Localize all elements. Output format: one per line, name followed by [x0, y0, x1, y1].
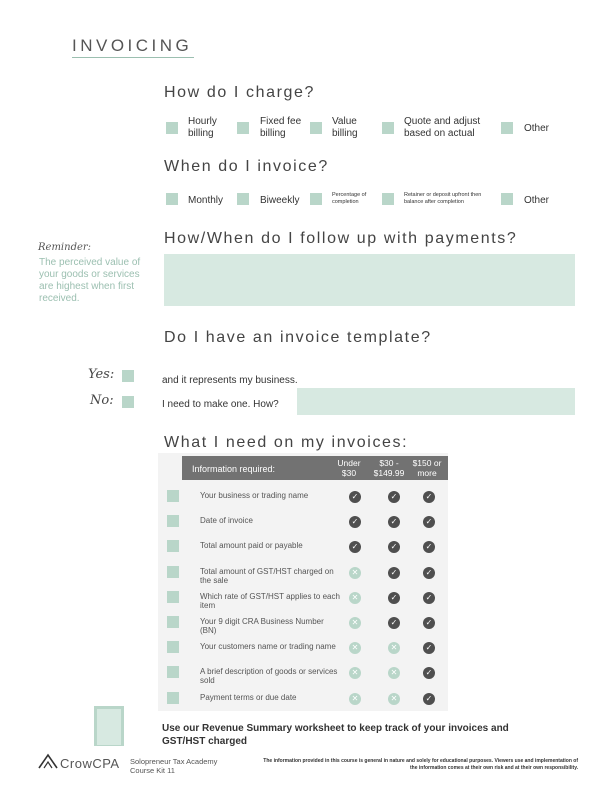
check-icon: ✓ — [388, 541, 400, 553]
check-icon: ✓ — [349, 491, 361, 503]
requirement-item: Total amount of GST/HST charged on the sale — [200, 567, 334, 585]
check-icon: ✓ — [423, 693, 435, 705]
requirement-checkbox[interactable] — [167, 566, 179, 578]
charge-option-quote: Quote and adjust based on actual — [404, 116, 481, 139]
follow-up-heading: How/When do I follow up with payments? — [164, 230, 518, 247]
cross-icon: ✕ — [349, 642, 361, 654]
cross-icon: ✕ — [349, 693, 361, 705]
requirement-item: Payment terms or due date — [200, 693, 297, 702]
cross-icon: ✕ — [349, 592, 361, 604]
timing-option-percentage: Percentage of completion — [332, 192, 367, 205]
check-icon: ✓ — [388, 567, 400, 579]
check-icon: ✓ — [388, 516, 400, 528]
requirement-item: Date of invoice — [200, 516, 253, 525]
template-no-text: I need to make one. How? — [162, 399, 279, 410]
disclaimer: The information provided in this course is general in nature and solely for educational purposes. Viewers use and implementation of the information comes at their own risk and at their own responsibility. — [263, 758, 578, 771]
cross-icon: ✕ — [349, 617, 361, 629]
requirements-column-header: Information required: — [192, 464, 276, 474]
charge-checkbox-value[interactable] — [310, 122, 322, 134]
template-yes-checkbox[interactable] — [122, 370, 134, 382]
requirements-table-header — [182, 456, 448, 480]
requirement-item: Total amount paid or payable — [200, 541, 303, 550]
requirements-heading: What I need on my invoices: — [164, 434, 409, 451]
title-underline — [72, 57, 194, 58]
check-icon: ✓ — [423, 491, 435, 503]
timing-checkbox-biweekly[interactable] — [237, 193, 249, 205]
yes-label: Yes: — [88, 367, 115, 382]
check-icon: ✓ — [388, 491, 400, 503]
requirement-item: Your 9 digit CRA Business Number (BN) — [200, 617, 324, 635]
requirement-item: Your business or trading name — [200, 491, 309, 500]
timing-option-biweekly: Biweekly — [260, 195, 300, 206]
course-info — [130, 757, 217, 775]
requirement-checkbox[interactable] — [167, 490, 179, 502]
requirement-item: A brief description of goods or services sold — [200, 667, 338, 685]
timing-option-other: Other — [524, 195, 550, 206]
timing-option-retainer: Retainer or deposit upfront then balance after completion — [404, 192, 482, 205]
requirement-item: Which rate of GST/HST applies to each item — [200, 592, 340, 610]
tier-30-149: $30 - $149.99 — [373, 458, 405, 478]
charge-option-value: Value billing — [332, 116, 358, 139]
charge-checkbox-other[interactable] — [501, 122, 513, 134]
charge-heading: How do I charge? — [164, 84, 316, 101]
footer-accent-inner — [97, 709, 121, 745]
footer-note: Use our Revenue Summary worksheet to keep track of your invoices and GST/HST charged — [162, 723, 509, 747]
template-no-checkbox[interactable] — [122, 396, 134, 408]
requirement-checkbox[interactable] — [167, 540, 179, 552]
check-icon: ✓ — [423, 567, 435, 579]
charge-option-fixed: Fixed fee billing — [260, 116, 302, 139]
invoice-timing-heading: When do I invoice? — [164, 158, 329, 175]
template-yes-text: and it represents my business. — [162, 375, 298, 386]
course-line-2: Course Kit 11 — [130, 766, 175, 775]
brand-name: CrowCPA — [60, 756, 120, 771]
reminder-text: The perceived value of your goods or services are highest when first received. — [39, 257, 141, 304]
template-how-field[interactable] — [297, 388, 575, 415]
check-icon: ✓ — [388, 617, 400, 629]
requirement-checkbox[interactable] — [167, 591, 179, 603]
reminder-heading: Reminder: — [38, 242, 92, 253]
cross-icon: ✕ — [349, 567, 361, 579]
check-icon: ✓ — [423, 541, 435, 553]
cross-icon: ✕ — [388, 642, 400, 654]
charge-option-other: Other — [524, 123, 550, 134]
requirement-item: Your customers name or trading name — [200, 642, 336, 651]
requirement-checkbox[interactable] — [167, 692, 179, 704]
tier-150-plus: $150 or more — [412, 458, 442, 478]
timing-checkbox-retainer[interactable] — [382, 193, 394, 205]
follow-up-answer-field[interactable] — [164, 254, 575, 306]
check-icon: ✓ — [423, 516, 435, 528]
page-title: INVOICING — [72, 36, 193, 55]
crow-logo-icon — [38, 752, 58, 770]
charge-checkbox-hourly[interactable] — [166, 122, 178, 134]
check-icon: ✓ — [349, 516, 361, 528]
template-heading: Do I have an invoice template? — [164, 329, 432, 346]
check-icon: ✓ — [388, 592, 400, 604]
tier-under-30: Under $30 — [337, 458, 361, 478]
check-icon: ✓ — [423, 667, 435, 679]
timing-checkbox-monthly[interactable] — [166, 193, 178, 205]
requirement-checkbox[interactable] — [167, 641, 179, 653]
no-label: No: — [90, 393, 114, 408]
check-icon: ✓ — [423, 642, 435, 654]
timing-option-monthly: Monthly — [188, 195, 224, 206]
check-icon: ✓ — [349, 541, 361, 553]
check-icon: ✓ — [423, 592, 435, 604]
cross-icon: ✕ — [388, 667, 400, 679]
timing-checkbox-other[interactable] — [501, 193, 513, 205]
charge-option-hourly: Hourly billing — [188, 116, 217, 139]
check-icon: ✓ — [423, 617, 435, 629]
requirement-checkbox[interactable] — [167, 616, 179, 628]
requirement-checkbox[interactable] — [167, 515, 179, 527]
course-line-1: Solopreneur Tax Academy — [130, 757, 218, 766]
cross-icon: ✕ — [388, 693, 400, 705]
timing-checkbox-percentage[interactable] — [310, 193, 322, 205]
cross-icon: ✕ — [349, 667, 361, 679]
charge-checkbox-fixed[interactable] — [237, 122, 249, 134]
charge-checkbox-quote[interactable] — [382, 122, 394, 134]
requirement-checkbox[interactable] — [167, 666, 179, 678]
